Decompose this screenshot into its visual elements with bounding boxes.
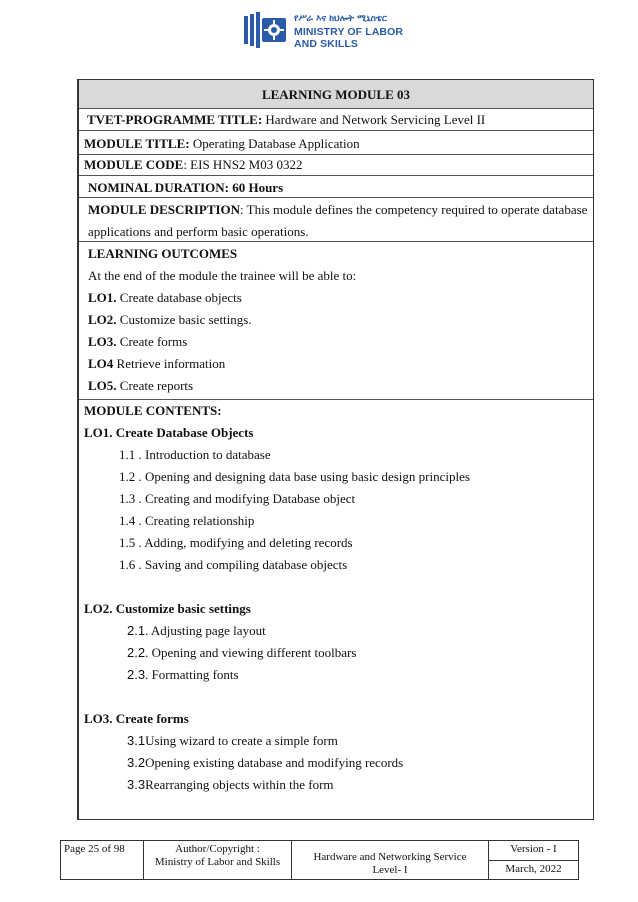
outcome-item: LO1. Create database objects	[88, 290, 242, 305]
version-text: Version - I	[510, 843, 557, 855]
page-number: Page 25 of 98	[64, 843, 125, 855]
lo1-item: 1.4 . Creating relationship	[119, 513, 255, 528]
footer-version-cell	[489, 841, 578, 879]
program-label: TVET-PROGRAMME TITLE:	[87, 112, 263, 127]
footer-title-cell	[292, 841, 489, 879]
code-row	[79, 155, 593, 176]
logo-line-2: AND SKILLS	[294, 38, 358, 50]
lo3-item: 3.1Using wizard to create a simple form	[127, 733, 338, 748]
description-line-1: : This module defines the competency required to operate database	[240, 202, 588, 217]
module-table	[77, 79, 594, 820]
title-label: MODULE TITLE:	[84, 136, 190, 151]
description-label: MODULE DESCRIPTION	[88, 202, 241, 217]
module-header: LEARNING MODULE 03	[79, 80, 593, 109]
lo2-heading: LO2. Customize basic settings	[84, 601, 251, 616]
outcomes-row	[79, 242, 593, 400]
author-line-1: Author/Copyright :	[175, 843, 260, 855]
duration-text: NOMINAL DURATION: 60 Hours	[88, 180, 284, 195]
ministry-emblem-icon	[244, 12, 288, 48]
lo2-item: 2.1. Adjusting page layout	[127, 623, 266, 638]
lo3-item: 3.3Rearranging objects within the form	[127, 777, 334, 792]
description-line-2: applications and perform basic operations.	[88, 224, 309, 239]
footer-title-line-1: Hardware and Networking Service	[313, 851, 467, 863]
logo-amharic-text: የሥራ እና ክህሎት ሚኒስቴር	[294, 14, 387, 24]
page-footer	[60, 840, 579, 880]
program-value: Hardware and Network Servicing Level II	[262, 112, 486, 127]
lo1-item: 1.2 . Opening and designing data base using basic design principles	[119, 469, 470, 484]
title-row	[79, 131, 593, 155]
lo1-item: 1.1 . Introduction to database	[119, 447, 271, 462]
lo1-item: 1.6 . Saving and compiling database objects	[119, 557, 348, 572]
lo1-item: 1.5 . Adding, modifying and deleting records	[119, 535, 353, 550]
lo3-heading: LO3. Create forms	[84, 711, 189, 726]
ministry-logo	[244, 10, 414, 50]
footer-title-line-2: Level- I	[372, 864, 408, 876]
title-value: Operating Database Application	[189, 136, 360, 151]
outcomes-heading: LEARNING OUTCOMES	[88, 246, 238, 261]
program-row	[79, 109, 593, 131]
footer-author-cell	[144, 841, 292, 879]
outcome-item: LO4 Retrieve information	[88, 356, 226, 371]
lo2-item: 2.3. Formatting fonts	[127, 667, 239, 682]
lo1-item: 1.3 . Creating and modifying Database object	[119, 491, 356, 506]
duration-row	[79, 176, 593, 198]
lo1-heading: LO1. Create Database Objects	[84, 425, 254, 440]
code-value: : EIS HNS2 M03 0322	[183, 157, 303, 172]
footer-page-cell	[61, 841, 144, 879]
outcome-item: LO5. Create reports	[88, 378, 194, 393]
logo-line-1: MINISTRY OF LABOR	[294, 26, 404, 38]
date-text: March, 2022	[505, 863, 562, 875]
lo2-item: 2.2. Opening and viewing different toolbars	[127, 645, 357, 660]
outcome-item: LO3. Create forms	[88, 334, 188, 349]
contents-heading: MODULE CONTENTS:	[84, 403, 222, 418]
author-line-2: Ministry of Labor and Skills	[154, 856, 281, 868]
outcome-item: LO2. Customize basic settings.	[88, 312, 252, 327]
code-label: MODULE CODE	[84, 157, 184, 172]
lo3-item: 3.2Opening existing database and modifying records	[127, 755, 404, 770]
outcomes-intro: At the end of the module the trainee will be able to:	[88, 268, 357, 283]
description-row	[79, 198, 593, 242]
